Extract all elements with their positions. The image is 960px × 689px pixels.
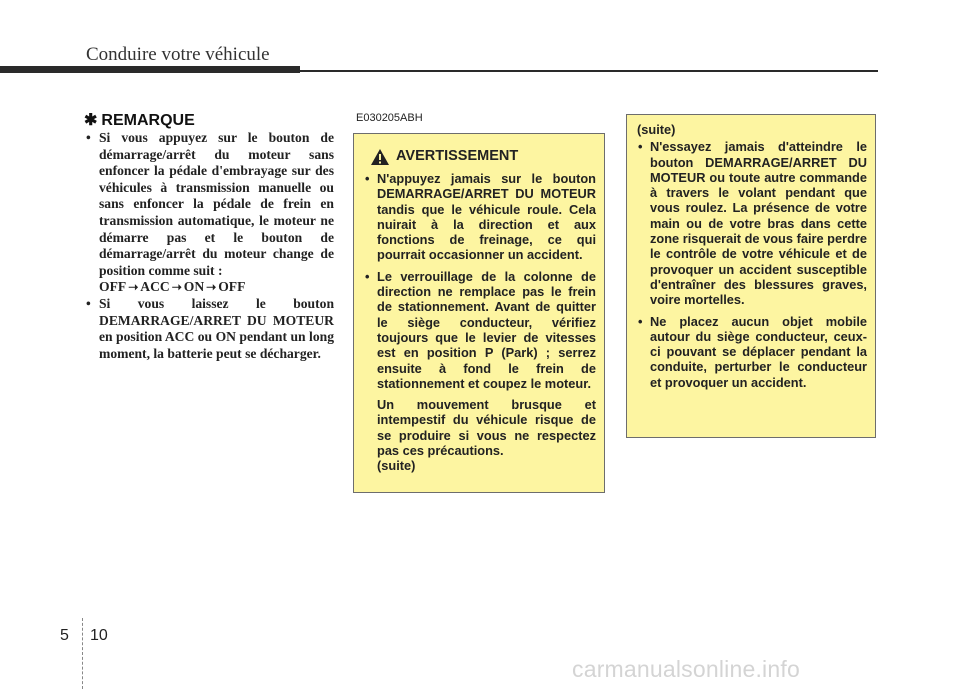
position-sequence bbox=[99, 279, 334, 296]
page-number: 10 bbox=[90, 627, 108, 644]
warning-item bbox=[364, 269, 596, 474]
chapter-number: 5 bbox=[60, 627, 69, 644]
sequence-step: ON bbox=[183, 279, 205, 295]
note-item bbox=[84, 296, 334, 362]
warning-title bbox=[370, 148, 596, 166]
section-code: E030205ABH bbox=[356, 112, 423, 124]
continued-label: (suite) bbox=[637, 122, 676, 137]
footer-divider bbox=[82, 618, 84, 689]
note-heading-text: REMARQUE bbox=[101, 112, 195, 129]
sequence-step: ACC bbox=[140, 279, 170, 295]
header-rule-thin bbox=[300, 70, 878, 72]
warning-item-text: N'essayez jamais d'atteindre le bouton DEMARRAGE/ARRET DU MOTEUR ou toute autre commande à travers le volant pendant que vous roulez. La présence de votre main ou de votre bras dans cette zone risquerait de vous faire perdre le contrôle de votre véhicule et de provoquer un accident susceptible d'entraîner des blessures graves, voire mortelles. bbox=[650, 139, 867, 308]
continued-label: (suite) bbox=[377, 458, 416, 474]
arrow-right-icon: ➝ bbox=[171, 280, 182, 295]
sequence-step: OFF bbox=[218, 279, 246, 295]
note-item-text: Si vous laissez le bouton DEMARRAGE/ARRET DU MOTEUR en position ACC ou ON pendant un long moment, la batterie peut se décharger. bbox=[99, 295, 334, 361]
arrow-right-icon: ➝ bbox=[128, 280, 139, 295]
warning-list bbox=[364, 171, 596, 474]
note-list bbox=[84, 130, 334, 362]
warning-item bbox=[637, 139, 867, 307]
warning-item-text: Ne placez aucun objet mobile autour du siège conducteur, ceux-ci pouvant se déplacer pendant la conduite, perturber le conducteur et provoquer un accident. bbox=[650, 313, 867, 390]
header-rule-thick bbox=[0, 66, 300, 73]
warning-item bbox=[637, 314, 867, 390]
warning-item-text: N'appuyez jamais sur le bouton DEMARRAGE/ARRET DU MOTEUR tandis que le véhicule roule. Cela nuirait à la direction et aux fonctions de freinage, ce qui pourrait occasionner un accident. bbox=[377, 171, 596, 263]
sequence-step: OFF bbox=[99, 279, 127, 295]
warning-box-continued bbox=[626, 114, 876, 438]
page-header-title: Conduire votre véhicule bbox=[86, 44, 270, 65]
cross-star-icon: ✱ bbox=[84, 112, 98, 129]
warning-box bbox=[353, 133, 605, 493]
warning-triangle-icon bbox=[370, 148, 390, 166]
warning-item-text: Le verrouillage de la colonne de direction ne remplace pas le frein de stationnement. Avant de quitter le siège conducteur, vérifiez toujours que le levier de vitesses est en position P (Park) ; serrez ensuite à fond le frein de stationnement et coupez le moteur. bbox=[377, 268, 596, 391]
warning-item-extra: Un mouvement brusque et intempestif du véhicule risque de se produire si vous ne respectez pas ces précautions. bbox=[377, 397, 596, 459]
warning-list bbox=[637, 139, 867, 390]
note-item-text: Si vous appuyez sur le bouton de démarrage/arrêt du moteur sans enfoncer la pédale d'embrayage sur des véhicules à transmission manuelle ou sans enfoncer la pédale de frein en transmission automatique, le moteur ne démarre pas et le bouton de démarrage/arrêt du moteur change de position comme suit : bbox=[99, 130, 334, 278]
note-heading bbox=[84, 110, 195, 130]
arrow-right-icon: ➝ bbox=[206, 280, 217, 295]
warning-title-text: AVERTISSEMENT bbox=[396, 148, 519, 165]
watermark: carmanualsonline.info bbox=[572, 656, 800, 682]
note-item bbox=[84, 130, 334, 296]
warning-item bbox=[364, 171, 596, 263]
